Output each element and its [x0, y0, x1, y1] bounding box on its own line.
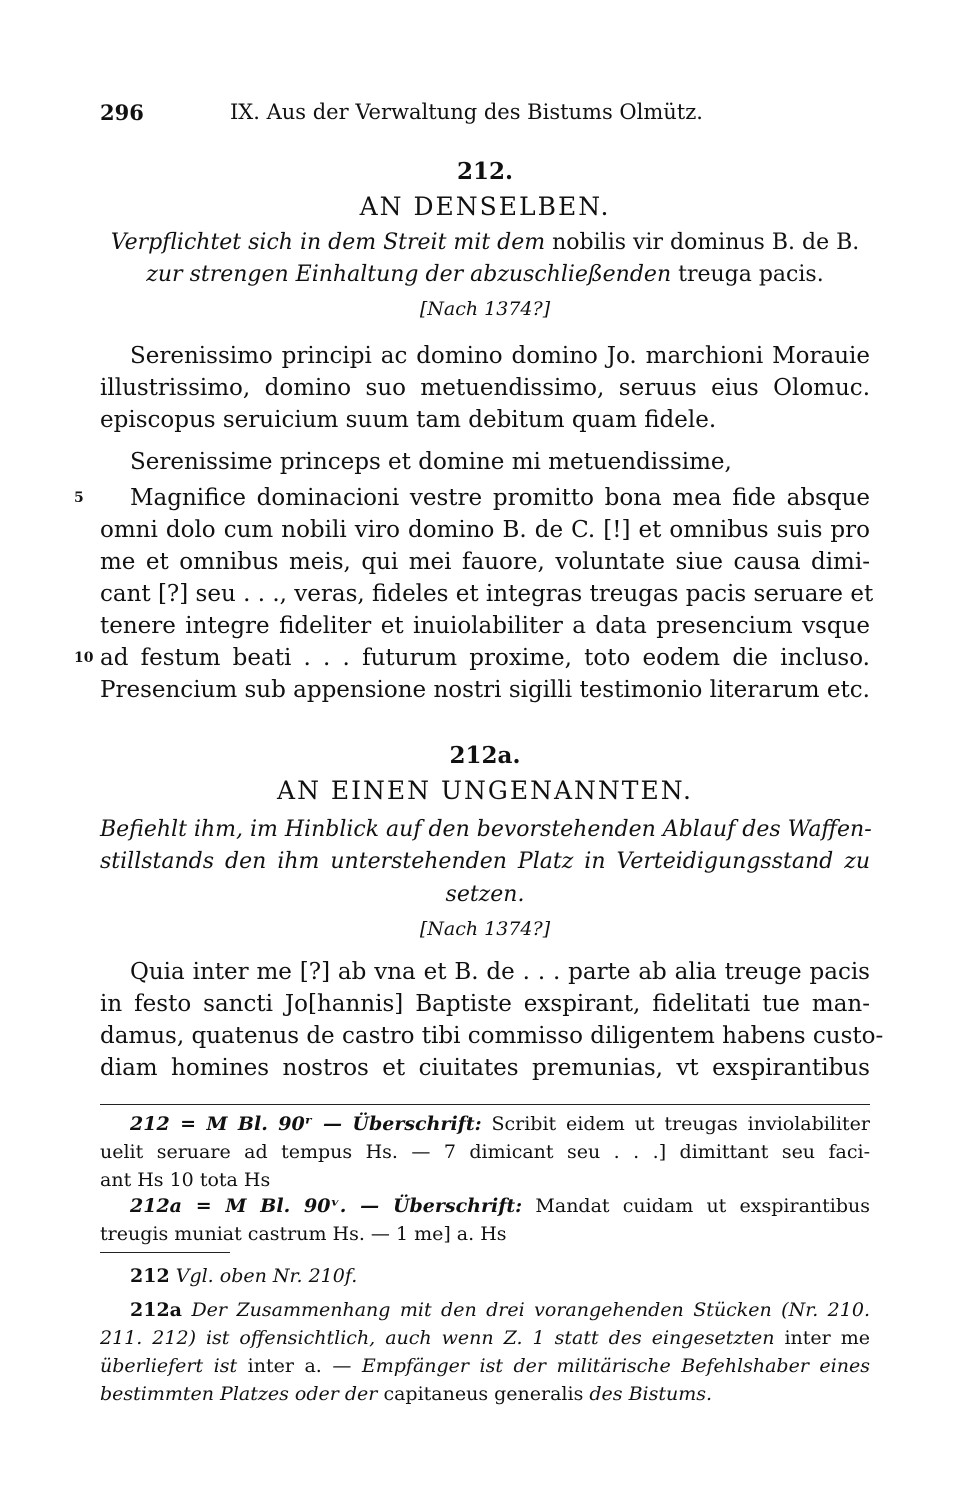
commentary-text: überliefert ist — [100, 1355, 238, 1377]
address-line: Serenissimo principi ac domino domino Jo. marchioni Morauie — [130, 343, 870, 369]
line-number: 10 — [74, 650, 94, 666]
commentary-text: Vgl. oben Nr. 210f. — [175, 1265, 358, 1287]
text-line: Serenissime princeps et domine mi metuendissime, — [130, 449, 732, 475]
apparatus-line — [130, 1192, 870, 1220]
date-212a: [Nach 1374?] — [419, 918, 551, 940]
apparatus-line: uelit seruare ad tempus Hs. — 7 dimicant seu . . .] dimittant seu faci- — [100, 1141, 870, 1163]
text-line: me et omnibus meis, qui mei fauore, voluntate siue causa dimi- — [100, 549, 870, 575]
running-header — [100, 100, 870, 132]
regest-212-line-1 — [100, 228, 870, 258]
regest-212a-line: Befiehlt ihm, im Hinblick auf den bevorstehenden Ablauf des Waffen- — [100, 817, 872, 842]
text-line: Quia inter me [?] ab vna et B. de . . . parte ab alia treuge pacis — [130, 959, 870, 985]
address-line: episcopus seruicium suum tam debitum quam fidele. — [100, 407, 717, 433]
address-line: illustrissimo, domino suo metuendissimo, seruus eius Olomuc. — [100, 375, 870, 401]
apparatus-text: Scribit eidem ut treugas inviolabiliter — [491, 1113, 870, 1135]
regest-212a-line: setzen. — [445, 882, 525, 907]
commentary-line — [130, 1262, 870, 1290]
text-line: diam homines nostros et ciuitates premunias, vt exspirantibus — [100, 1055, 870, 1081]
commentary-text: inter a. — [247, 1355, 322, 1377]
text-line: ad festum beati . . . futurum proxime, toto eodem die incluso. — [100, 645, 870, 671]
commentary-text: bestimmten Platzes oder der — [100, 1383, 378, 1405]
text-line: tenere integre fideliter et inuiolabiliter a data presencium vsque — [100, 613, 870, 639]
regest-212-line-2 — [100, 260, 870, 290]
document-title-212a: AN EINEN UNGENANNTEN. — [277, 776, 693, 805]
regest-212a-line: stillstands den ihm unterstehenden Platz in Verteidigungsstand zu — [100, 849, 870, 874]
commentary-line — [100, 1324, 870, 1352]
apparatus-ref-212: 212 = M Bl. 90ʳ — Überschrift: — [130, 1113, 482, 1135]
running-title: IX. Aus der Verwaltung des Bistums Olmütz. — [230, 100, 703, 124]
commentary-text: Der Zusammenhang mit den drei vorangehenden Stücken (Nr. 210. — [191, 1299, 870, 1321]
line-number: 5 — [74, 490, 84, 506]
document-title-212: AN DENSELBEN. — [359, 192, 611, 221]
commentary-text: des Bistums. — [589, 1383, 713, 1405]
apparatus-rule — [100, 1104, 870, 1105]
commentary-line — [100, 1352, 870, 1380]
apparatus-text: Mandat cuidam ut exspirantibus — [535, 1195, 870, 1217]
commentary-rule — [100, 1252, 230, 1253]
commentary-text: 211. 212) ist offensichtlich, auch wenn Z. 1 statt des eingesetzten — [100, 1327, 775, 1349]
page-number: 296 — [100, 100, 144, 125]
commentary-line — [130, 1296, 870, 1324]
commentary-text: inter me — [784, 1327, 870, 1349]
commentary-line — [100, 1380, 870, 1408]
apparatus-ref-212a: 212a = M Bl. 90ᵛ. — Überschrift: — [130, 1195, 523, 1217]
text-line: cant [?] seu . . ., veras, fideles et integras treugas pacis seruare et — [100, 581, 874, 607]
commentary-number: 212 — [130, 1265, 170, 1287]
text-line: in festo sancti Jo[hannis] Baptiste exspirant, fidelitati tue man- — [100, 991, 870, 1017]
text-line: Magnifice dominacioni vestre promitto bona mea fide absque — [130, 485, 870, 511]
document-number-212: 212. — [456, 158, 514, 185]
text-line: Presencium sub appensione nostri sigilli testimonio literarum etc. — [100, 677, 870, 703]
text-line: omni dolo cum nobili viro domino B. de C. [!] et omnibus suis pro — [100, 517, 870, 543]
regest-212-latin: nobilis vir dominus B. de B. — [552, 230, 860, 255]
regest-212-italic: zur strengen Einhaltung der abzuschließenden — [146, 262, 672, 287]
apparatus-line — [130, 1110, 870, 1138]
text-line: damus, quatenus de castro tibi commisso diligentem habens custo- — [100, 1023, 884, 1049]
document-number-212a: 212a. — [449, 742, 521, 769]
apparatus-line: ant Hs 10 tota Hs — [100, 1169, 271, 1191]
regest-212-italic: Verpflichtet sich in dem Streit mit dem — [110, 230, 546, 255]
commentary-number: 212a — [130, 1299, 182, 1321]
commentary-text: capitaneus generalis — [383, 1383, 584, 1405]
date-212: [Nach 1374?] — [419, 298, 551, 320]
regest-212-latin: treuga pacis. — [678, 262, 824, 287]
apparatus-line: treugis muniat castrum Hs. — 1 me] a. Hs — [100, 1223, 507, 1245]
commentary-text: — Empfänger ist der militärische Befehlshaber eines — [332, 1355, 870, 1377]
